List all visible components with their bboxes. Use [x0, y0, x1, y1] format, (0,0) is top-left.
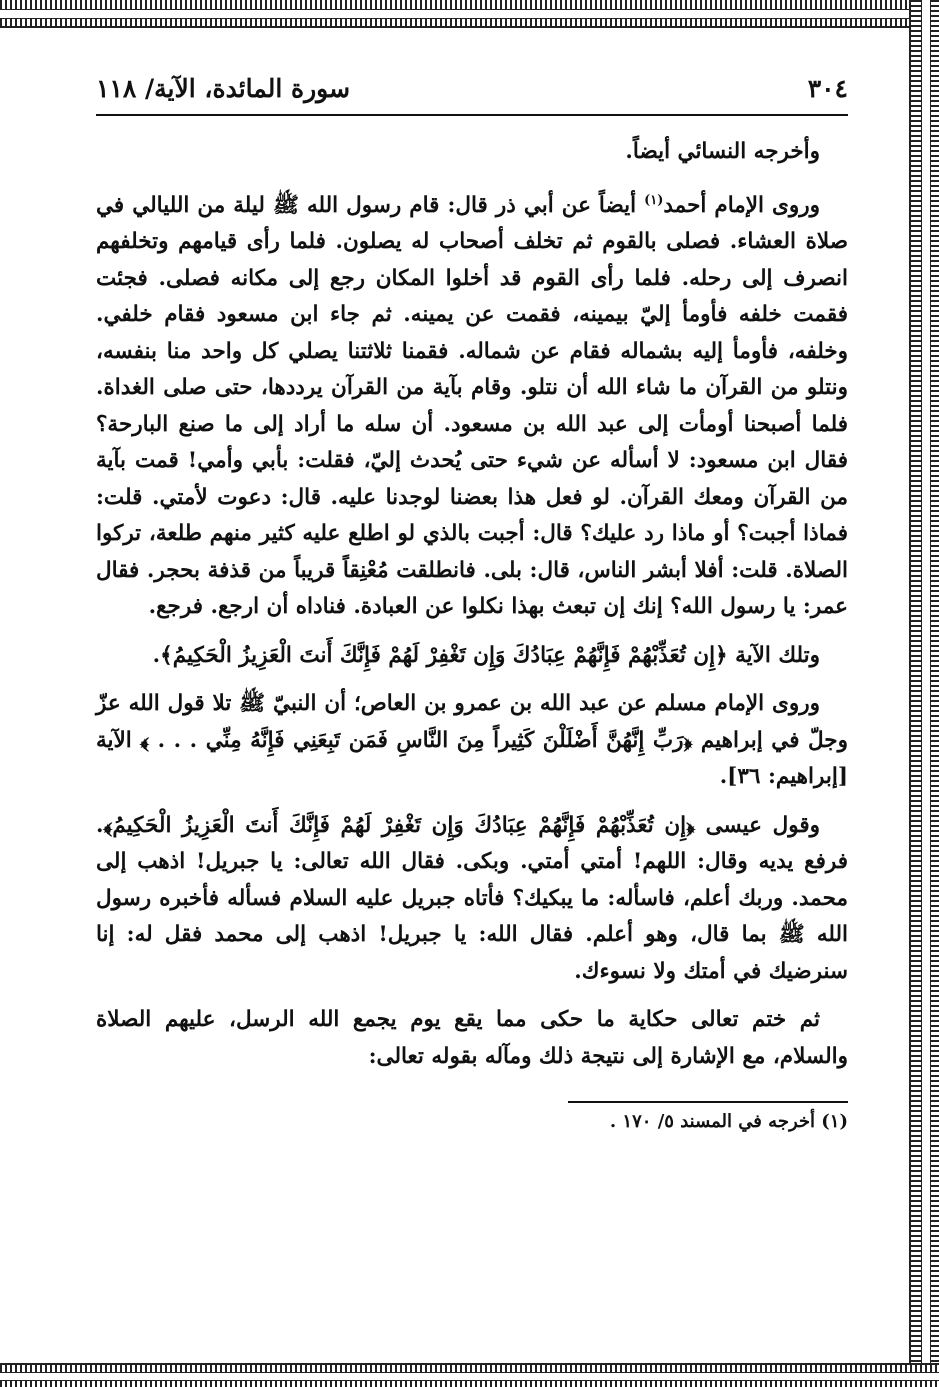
quran-verse: ﴿إِن تُعَذِّبْهُمْ فَإِنَّهُمْ عِبَادُكَ وَإِن تَغْفِرْ لَهُمْ فَإِنَّكَ أَنتَ الْعَزِيزُ الْحَكِيمُ﴾ [103, 812, 695, 838]
ornamental-border-right [909, 0, 939, 1387]
paragraph: وروى الإمام أحمد$^{(١)}$ أيضاً عن أبي ذر قال: قام رسول الله ﷺ ليلة من الليالي في صلاة العشاء. فصلى بالقوم ثم تخلف أصحاب له يصلون. فلما رأى قيامهم وتخلفهم انصرف إلى رحله. فلما رأى القوم قد أخلوا المكان رجع إلى مكانه فصلى. فجئت فقمت خلفه فأومأ إليّ بيمينه، فقمت عن يمينه. ثم جاء ابن مسعود فقام خلفي. وخلفه، فأومأ إليه بشماله فقام عن شماله. فقمنا ثلاثتنا يصلي كل واحد منا بنفسه، ونتلو من القرآن ما شاء الله أن نتلو. وقام بآية من القرآن يرددها، حتى صلى الغداة. فلما أصبحنا أومأت إلى عبد الله بن مسعود. أن سله ما أراد إلى ما صنع البارحة؟ فقال ابن مسعود: لا أسأله عن شيء حتى يُحدث إليّ، فقلت: بأبي وأمي! قمت بآية من القرآن ومعك القرآن. لو فعل هذا بعضنا لوجدنا عليه. قال: دعوت لأمتي. قلت: فماذا أجبت؟ أو ماذا رد عليك؟ قال: أجبت بالذي لو اطلع عليه كثير منهم طلعة، تركوا الصلاة. قلت: أفلا أبشر الناس، قال: بلى. فانطلقت مُعْنِقاً قريباً من قذفة بحجر. فقال عمر: يا رسول الله؟ إنك إن تبعث بهذا نكلوا عن العبادة. فناداه أن ارجع. فرجع. [96, 192, 848, 620]
paragraph: ثم ختم تعالى حكاية ما حكى مما يقع يوم يجمع الله الرسل، عليهم الصلاة والسلام، مع الإشارة إلى نتيجة ذلك ومآله بقوله تعالى: [96, 1007, 848, 1069]
ornamental-border-top [0, 0, 939, 28]
page-header [96, 62, 848, 116]
main-text [96, 134, 848, 1075]
paragraph: وأخرجه النسائي أيضاً. [625, 139, 820, 164]
footnote: (١) أخرجه في المسند ٥/ ١٧٠ . [609, 1111, 848, 1133]
quran-verse: ﴿رَبِّ إِنَّهُنَّ أَضْلَلْنَ كَثِيراً مِنَ النَّاسِ فَمَن تَبِعَنِي فَإِنَّهُ مِنِّي . . . ﴾ [140, 727, 693, 753]
page-content [96, 62, 848, 1352]
paragraph: وتلك الآية ﴿إِن تُعَذِّبْهُمْ فَإِنَّهُمْ عِبَادُكَ وَإِن تَغْفِرْ لَهُمْ فَإِنَّكَ أَنتَ الْعَزِيزُ الْحَكِيمُ﴾. [152, 642, 820, 668]
quran-verse: ﴿إِن تُعَذِّبْهُمْ فَإِنَّهُمْ عِبَادُكَ وَإِن تَغْفِرْ لَهُمْ فَإِنَّكَ أَنتَ الْعَزِيزُ الْحَكِيمُ﴾ [160, 642, 728, 668]
page-number: ٣٠٤ [807, 73, 848, 103]
ornamental-border-bottom [0, 1363, 939, 1387]
paragraph: وقول عيسى ﴿إِن تُعَذِّبْهُمْ فَإِنَّهُمْ عِبَادُكَ وَإِن تَغْفِرْ لَهُمْ فَإِنَّكَ أَنتَ الْعَزِيزُ الْحَكِيمُ﴾. فرفع يديه وقال: اللهم! أمتي أمتي. وبكى. فقال الله تعالى: يا جبريل! اذهب إلى محمد. وربك أعلم، فاسأله: ما يبكيك؟ فأتاه جبريل عليه السلام فسأله فأخبره رسول الله ﷺ بما قال، وهو أعلم. فقال الله: يا جبريل! اذهب إلى محمد فقل له: إنا سنرضيك في أمتك ولا نسوءك. [96, 812, 848, 984]
running-title: سورة المائدة، الآية/ ١١٨ [96, 73, 351, 103]
footnote-reference: (١) [644, 192, 664, 208]
footnote-divider [568, 1101, 848, 1103]
paragraph: وروى الإمام مسلم عن عبد الله بن عمرو بن العاص؛ أن النبيّ ﷺ تلا قول الله عزّ وجلّ في إبراهيم ﴿رَبِّ إِنَّهُنَّ أَضْلَلْنَ كَثِيراً مِنَ النَّاسِ فَمَن تَبِعَنِي فَإِنَّهُ مِنِّي . . . ﴾ الآية [إبراهيم: ٣٦]. [96, 691, 848, 790]
